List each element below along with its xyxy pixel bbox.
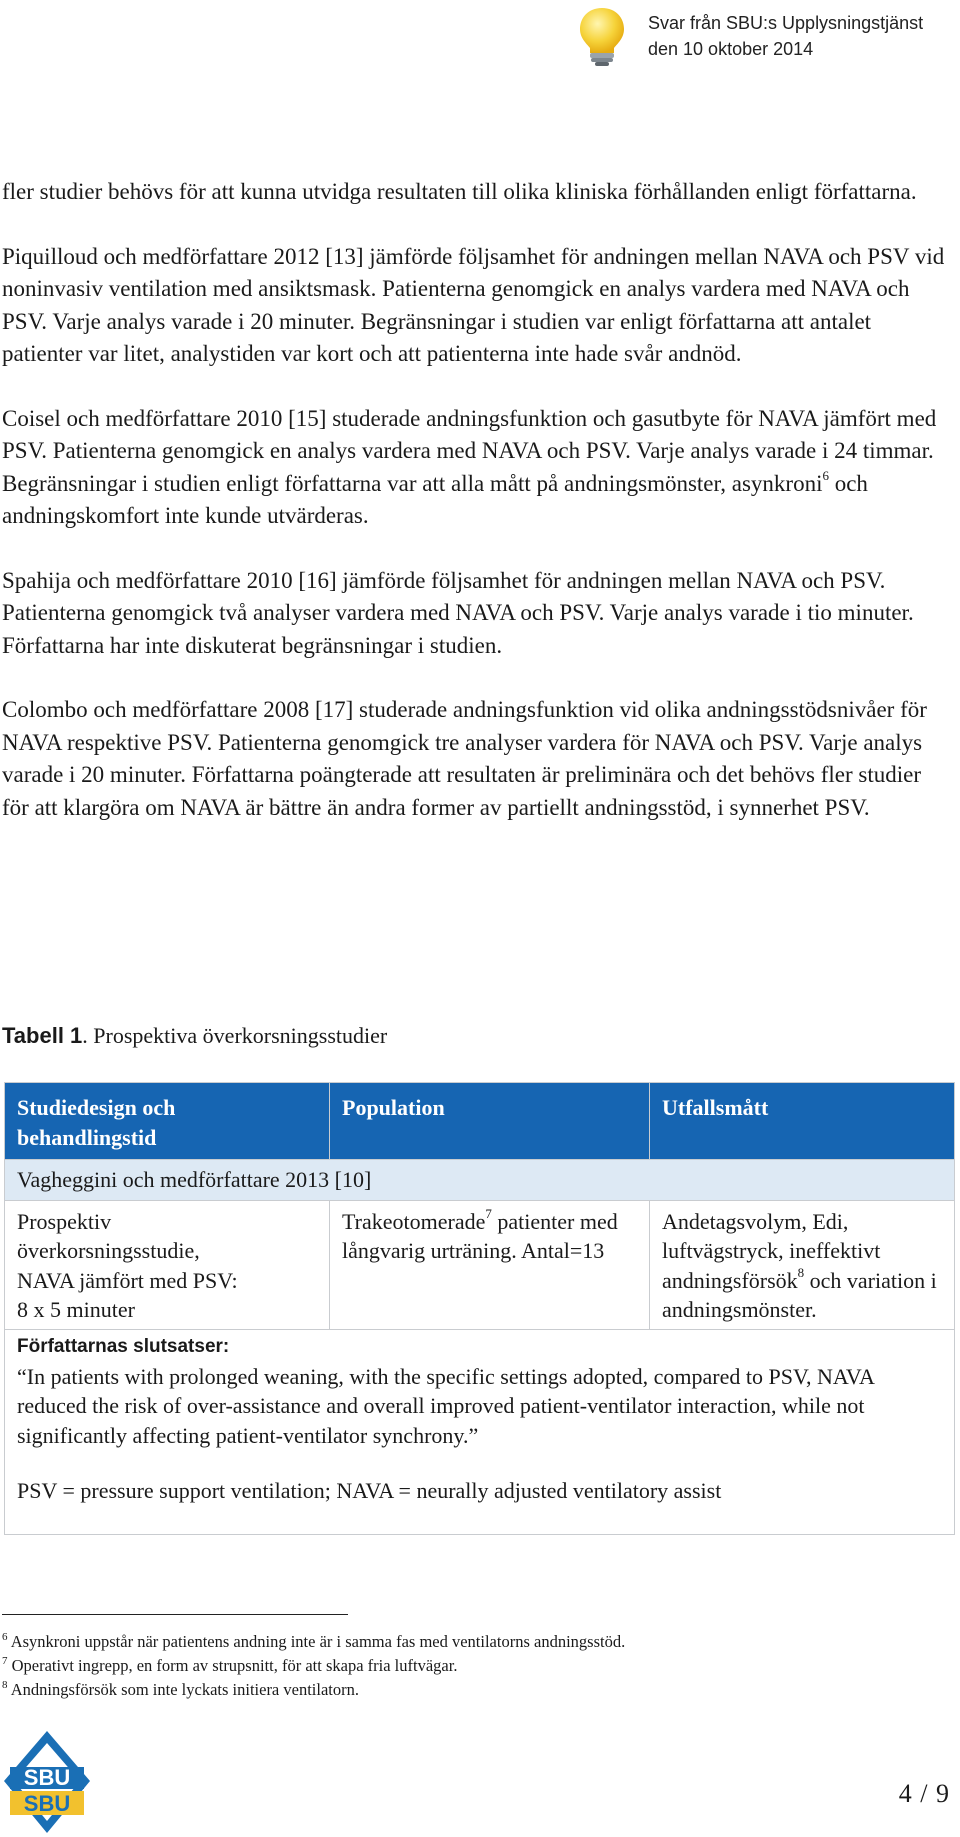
table-header-row [5,1083,955,1160]
table-header-population: Population [330,1083,650,1160]
design-line: Prospektiv [17,1208,112,1234]
design-line: NAVA jämfört med PSV: [17,1267,238,1293]
lightbulb-icon [576,6,628,68]
header-line-1: Svar från SBU:s Upplysningstjänst [648,13,924,33]
conclusions-title: Författarnas slutsatser: [17,1335,230,1357]
table-caption-label: Tabell 1 [2,1023,83,1048]
body-text [2,176,947,856]
footnote-text: Operativt ingrepp, en form av strupsnitt, för att skapa fria luftvägar. [7,1656,458,1675]
study-title: Vagheggini och medförfattare 2013 [10] [5,1160,955,1201]
paragraph-piquilloud: Piquilloud och medförfattare 2012 [13] jämförde följsamhet för andningen mellan NAVA och PSV vid noninvasiv ventilation med ansiktsmask. Patienterna genomgick en analys vardera med NAVA och PSV. Varje analys varade i 20 minuter. Begränsningar i studien var enligt författarna att antalet patienter var litet, analystiden var kort och att patienterna inte hade svår andnöd. [2,243,945,366]
population-text-b: patienter med långvarig urträning. Antal=13 [342,1208,618,1263]
footnote-6 [2,1630,625,1654]
conclusions-quote: “In patients with prolonged weaning, with the specific settings adopted, compared to PSV, NAVA reduced the risk of over-assistance and overall improved patient-ventilator interaction, while not significantly affecting patient-ventilator synchrony.” [17,1363,874,1448]
footnote-number: 8 [2,1678,8,1691]
page-number: 4 / 9 [898,1779,950,1808]
conclusions-cell [5,1329,955,1534]
outcome-cell [650,1200,955,1329]
design-cell [5,1200,330,1329]
paragraph-coisel-text-a: Coisel och medförfattare 2010 [15] studerade andningsfunktion och gasutbyte för NAVA jämfört med PSV. Patienterna genomgick en analys vardera med NAVA och PSV. Varje analys varade i 24 timmar. Begränsningar i studien enligt författarna var att alla mått på andningsmönster, asynkroni [2,405,937,496]
population-text-a: Trakeotomerade [342,1208,486,1234]
footnote-ref-7[interactable]: 7 [485,1206,492,1222]
footnote-number: 7 [2,1654,8,1667]
logo-text-top: SBU [23,1765,71,1790]
table-header-design: Studiedesign och behandlingstid [5,1083,330,1160]
header-line-2: den 10 oktober 2014 [648,39,814,59]
footnote-text: Asynkroni uppstår när patientens andning inte är i samma fas med ventilatorns andningsstöd. [7,1632,626,1651]
design-line: överkorsningsstudie, [17,1238,200,1263]
footnote-7 [2,1654,625,1678]
footnotes [2,1630,625,1702]
table-caption-text: . Prospektiva överkorsningsstudier [82,1023,388,1048]
design-line: 8 x 5 minuter [17,1297,135,1322]
logo-text-bottom: SBU [23,1791,71,1816]
sbu-logo-icon [2,1729,92,1837]
paragraph-colombo: Colombo och medförfattare 2008 [17] studerade andningsfunktion vid olika andningsstödsnivåer för NAVA respektive PSV. Patienterna genomgick tre analyser vardera för NAVA och PSV. Varje analys varade i 20 minuter. Författarna poängterade att resultaten är preliminära och det behövs fler studier för att klargöra om NAVA är bättre än andra former av partiellt andningsstöd, i synnerhet PSV. [2,697,927,820]
paragraph-coisel-text-b: och andningskomfort inte kunde utvärderas. [2,470,868,528]
table-caption [2,1020,387,1052]
paragraph-coisel [2,403,947,533]
paragraph-1: fler studier behövs för att kunna utvidga resultaten till olika kliniska förhållanden enligt författarna. [2,179,917,204]
table-row [5,1200,955,1329]
page-header [0,0,960,70]
footnote-divider [2,1614,348,1615]
outcome-text-b: och variation i andningsmönster. [662,1267,937,1322]
table-study-row [5,1160,955,1201]
footnote-ref-6[interactable]: 6 [822,467,829,483]
footnote-text: Andningsförsök som inte lyckats initiera ventilatorn. [7,1680,359,1699]
studies-table [4,1082,955,1535]
paragraph-spahija: Spahija och medförfattare 2010 [16] jämförde följsamhet för andningen mellan NAVA och PSV. Patienterna genomgick två analyser vardera med NAVA och PSV. Varje analys varade i tio minuter. Författarna har inte diskuterat begränsningar i studien. [2,567,914,658]
table-header-outcome: Utfallsmått [650,1083,955,1160]
population-cell [330,1200,650,1329]
outcome-text-a: Andetagsvolym, Edi, luftvägstryck, ineffektivt andningsförsök [662,1208,881,1293]
footnote-number: 6 [2,1630,8,1643]
table-conclusions-row [5,1329,955,1534]
footnote-8 [2,1678,625,1702]
footnote-ref-8[interactable]: 8 [797,1265,805,1281]
abbreviations-note: PSV = pressure support ventilation; NAVA = neurally adjusted ventilatory assist [17,1478,722,1503]
